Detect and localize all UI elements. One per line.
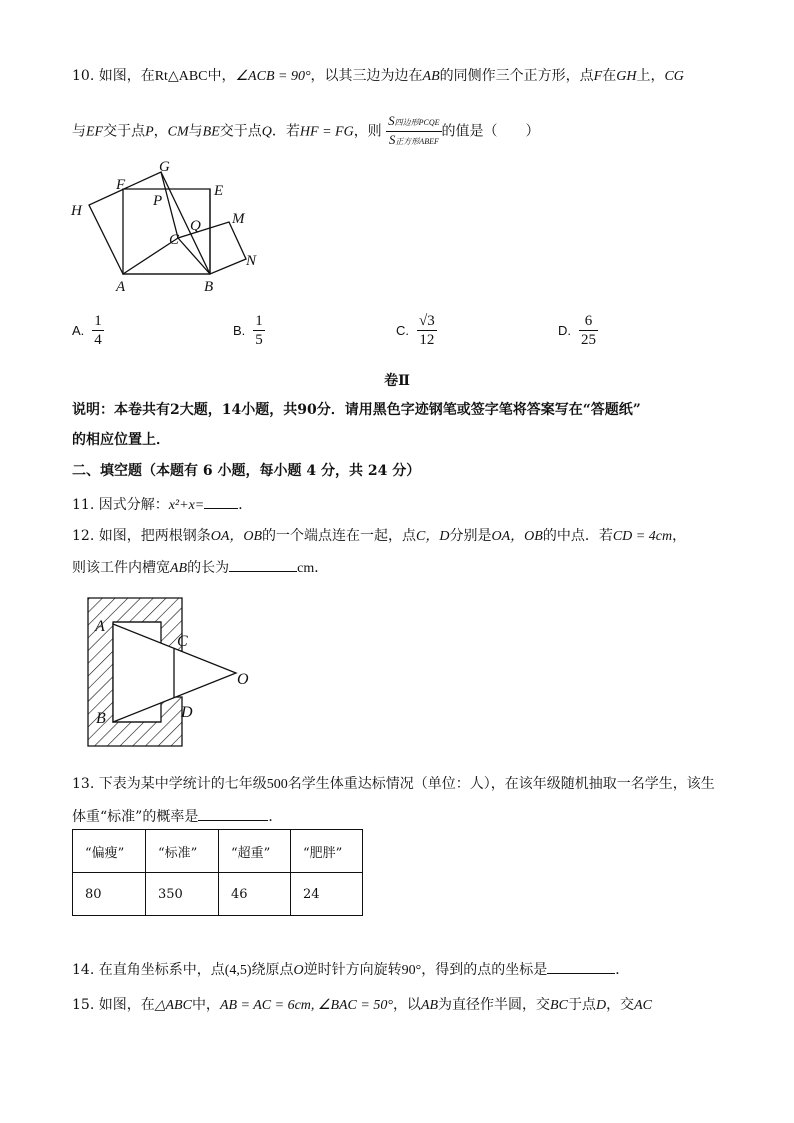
option-c[interactable]: C. $\frac{√3}{12}$ (396, 313, 435, 348)
label-g: G (159, 159, 170, 175)
label-a: A (116, 279, 126, 295)
q10-line1: 10. 如图，在Rt△ABC中，∠ACB = 90°，以其三边为边在AB的同侧作三个正方形，点F在GH上，CG (72, 68, 684, 84)
label-o: O (237, 671, 249, 688)
table-cell: 46 (219, 873, 291, 916)
weight-table (72, 829, 363, 916)
label-m: M (232, 211, 245, 227)
label-b: B (204, 279, 214, 295)
label-n: N (246, 253, 257, 269)
q14: 14. 在直角坐标系中，点(4,5)绕原点O逆时针方向旋转90°，得到的点的坐标是 ． (72, 959, 629, 980)
option-b[interactable]: B. $\frac{1}{5}$ (233, 313, 263, 348)
q12-answer-blank[interactable] (229, 557, 297, 572)
option-a[interactable]: A. $\frac{1}{4}$ (72, 313, 102, 348)
label-e: E (214, 183, 224, 199)
label-h: H (71, 203, 82, 219)
table-cell: 24 (291, 873, 363, 916)
q12-figure (82, 594, 272, 754)
label-a: A (95, 618, 105, 635)
q11-answer-blank[interactable] (204, 494, 238, 509)
label-b: B (96, 710, 106, 727)
table-header: “偏瘦” (73, 830, 146, 873)
q12-line1: 12. 如图，把两根钢条OA，OB的一个端点连在一起，点C，D分别是OA，OB的中点．若CD = 4cm， (72, 528, 687, 544)
table-cell: 350 (146, 873, 219, 916)
square-ac (89, 172, 178, 274)
area-ratio-fraction: $\frac{\text{S四边形PCQE}}{\text{S正方形ABEF}}$ (388, 113, 440, 147)
label-q: Q (190, 218, 201, 234)
table-header: “肥胖” (291, 830, 363, 873)
line-cg (161, 172, 210, 274)
q13-answer-blank[interactable] (198, 806, 268, 821)
label-c: C (177, 633, 188, 650)
table-cell: 80 (73, 873, 146, 916)
table-header: “标准” (146, 830, 219, 873)
table-header-row (73, 830, 363, 873)
q12-line2: 则该工件内槽宽AB的长为 cm． (72, 557, 328, 578)
note-line1: 说明：本卷共有2大题，14小题，共90分．请用黑色字迹钢笔或签字笔将答案写在“答题纸” (72, 402, 641, 418)
note-line2: 的相应位置上． (72, 432, 170, 448)
label-c: C (169, 232, 180, 248)
q15: 15. 如图，在△ABC中，AB = AC = 6cm, ∠BAC = 50°，以AB为直径作半圆，交BC于点D，交AC (72, 997, 652, 1013)
part2-title: 二、填空题（本题有 6 小题，每小题 4 分，共 24 分） (72, 463, 421, 479)
q11: 11. 因式分解：x²+x= ． (72, 494, 252, 515)
q10-number: 10. (72, 68, 95, 84)
q13-line2: 体重“标准”的概率是 ． (72, 806, 282, 826)
option-d[interactable]: D. $\frac{6}{25}$ (558, 313, 596, 348)
q10-line2: 与EF交于点P，CM与BE交于点Q．若HF = FG，则 $\frac{\text{S四边形PCQE}}{\text{S正方形ABEF}}$ 的值是（ ） (72, 113, 540, 150)
q14-answer-blank[interactable] (547, 959, 615, 974)
section-title: 卷Ⅱ (384, 373, 410, 389)
label-d: D (181, 704, 193, 721)
table-header: “超重” (219, 830, 291, 873)
label-f: F (116, 177, 126, 193)
q13-line1: 13. 下表为某中学统计的七年级500名学生体重达标情况（单位：人），在该年级随机抽取一名学生，该生 (72, 776, 715, 792)
table-row (73, 873, 363, 916)
q10-figure (65, 158, 265, 298)
label-p: P (153, 193, 163, 209)
